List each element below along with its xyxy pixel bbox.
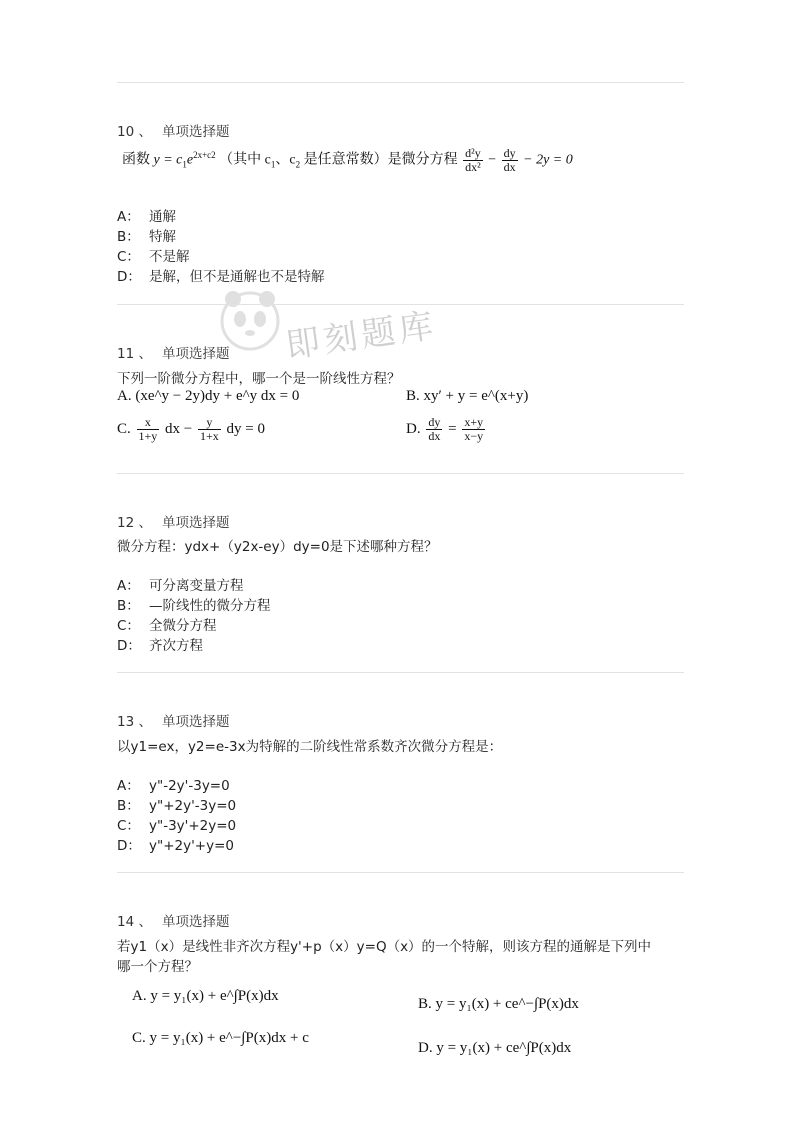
question-number: 12 、	[117, 515, 152, 531]
question-stem: 以y1=ex，y2=e-3x为特解的二阶线性常系数齐次微分方程是：	[117, 739, 503, 755]
option-c[interactable]: C： 全微分方程	[117, 618, 217, 634]
option-a[interactable]: A. (xe^y − 2y)dy + e^y dx = 0	[117, 388, 300, 404]
option-b[interactable]: B： y"+2y'-3y=0	[117, 798, 237, 814]
option-a[interactable]: A： 可分离变量方程	[117, 578, 244, 594]
question-header	[117, 511, 229, 531]
question-type: 单项选择题	[161, 124, 230, 140]
question-header	[117, 342, 229, 362]
option-b[interactable]: B： —阶线性的微分方程	[117, 598, 271, 614]
question-stem: 微分方程：ydx+（y2x-ey）dy=0是下述哪种方程？	[117, 539, 438, 555]
question-type: 单项选择题	[161, 914, 230, 930]
question-stem: 若y1（x）是线性非齐次方程y'+p（x）y=Q（x）的一个特解，则该方程的通解是下列中	[117, 939, 652, 955]
question-type: 单项选择题	[161, 515, 230, 531]
option-d[interactable]: D. $\frac{dy}{dx}$ = $\frac{x+y}{x-y}$	[406, 415, 484, 443]
question-number: 11 、	[117, 346, 152, 362]
option-c[interactable]: C： y"-3y'+2y=0	[117, 818, 237, 834]
question-stem: 下列一阶微分方程中，哪一个是一阶线性方程？	[117, 371, 401, 387]
question-number: 13 、	[117, 714, 152, 730]
question-header	[117, 910, 229, 930]
divider	[117, 82, 684, 83]
question-type: 单项选择题	[161, 346, 230, 362]
fraction: $\frac{dy}{dx}$	[503, 146, 516, 174]
divider	[117, 672, 684, 673]
option-a[interactable]: A： y"-2y'-3y=0	[117, 778, 230, 794]
question-stem-line2: 哪一个方程？	[117, 959, 198, 975]
option-c[interactable]: C. $\frac{x}{1+y}$ dx − $\frac{y}{1+x}$ dy = 0	[117, 415, 266, 443]
option-b[interactable]: B： 特解	[117, 229, 176, 245]
option-a[interactable]: A. y = y₁(x) + e^∫P(x)dx	[132, 988, 279, 1004]
watermark-text: 即刻题库	[283, 305, 440, 367]
question-header	[117, 120, 229, 140]
option-b[interactable]: B. xy′ + y = e^(x+y)	[406, 388, 529, 404]
question-type: 单项选择题	[161, 714, 230, 730]
option-d[interactable]: D： 是解，但不是通解也不是特解	[117, 269, 325, 285]
option-d[interactable]: D： y"+2y'+y=0	[117, 838, 235, 854]
divider	[117, 304, 684, 305]
option-d[interactable]: D. y = y₁(x) + ce^∫P(x)dx	[418, 1040, 572, 1056]
question-stem-math: 函数 $y = c_1e^{2x+c2}$ （其中 $c_1$、$c_2$ 是任意常数）是微分方程 $\frac{\text{d²y}}{\text{dx²}}$ − $\frac{dy}{dx}$ − 2y = 0	[122, 146, 573, 174]
option-d[interactable]: D： 齐次方程	[117, 638, 203, 654]
question-header	[117, 710, 229, 730]
option-c[interactable]: C. y = y₁(x) + e^−∫P(x)dx + c	[132, 1030, 309, 1046]
option-a[interactable]: A： 通解	[117, 209, 176, 225]
divider	[117, 473, 684, 474]
option-b[interactable]: B. y = y₁(x) + ce^−∫P(x)dx	[418, 996, 579, 1012]
divider	[117, 872, 684, 873]
question-number: 14 、	[117, 914, 152, 930]
question-number: 10 、	[117, 124, 152, 140]
option-c[interactable]: C： 不是解	[117, 249, 190, 265]
fraction: $\frac{\text{d²y}}{\text{dx²}}$	[465, 146, 481, 174]
